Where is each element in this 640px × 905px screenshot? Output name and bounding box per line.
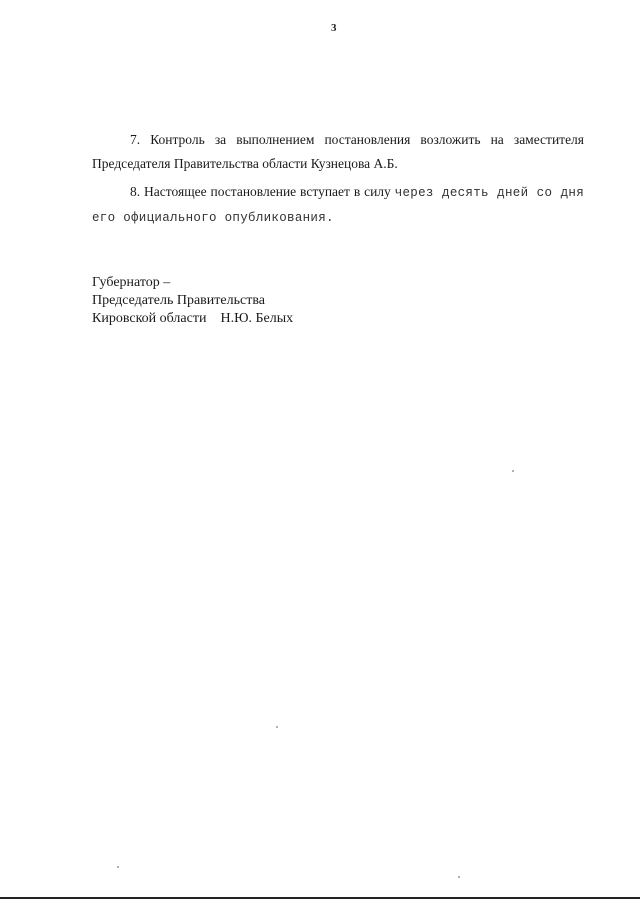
paragraph-8-typed-insert: через десять дней со дня его официального опубликования. [92,186,585,225]
signature-title-line-3 [92,310,293,328]
paragraph-8-number: 8. [130,184,141,199]
scan-speck [117,866,119,868]
signature-title-line-1: Губернатор – [92,275,171,290]
paragraph-7 [92,128,584,176]
paragraph-8 [92,180,584,230]
signature-title-line-2: Председатель Правительства [92,293,265,308]
signature-name: Н.Ю. Белых [220,311,294,326]
page-number: 3 [331,22,337,34]
paragraph-7-text: Контроль за выполнением постановления возложить на заместителя Председателя Правительства области Кузнецова А.Б. [92,132,585,171]
paragraph-7-number: 7. [130,132,141,147]
scan-speck [512,470,514,472]
signature-block [92,274,293,328]
bottom-edge-line [0,897,640,899]
scan-speck [276,726,278,728]
scan-speck [458,876,460,878]
paragraph-8-text: Настоящее постановление вступает в силу [144,184,391,199]
signature-region: Кировской области [92,311,207,326]
